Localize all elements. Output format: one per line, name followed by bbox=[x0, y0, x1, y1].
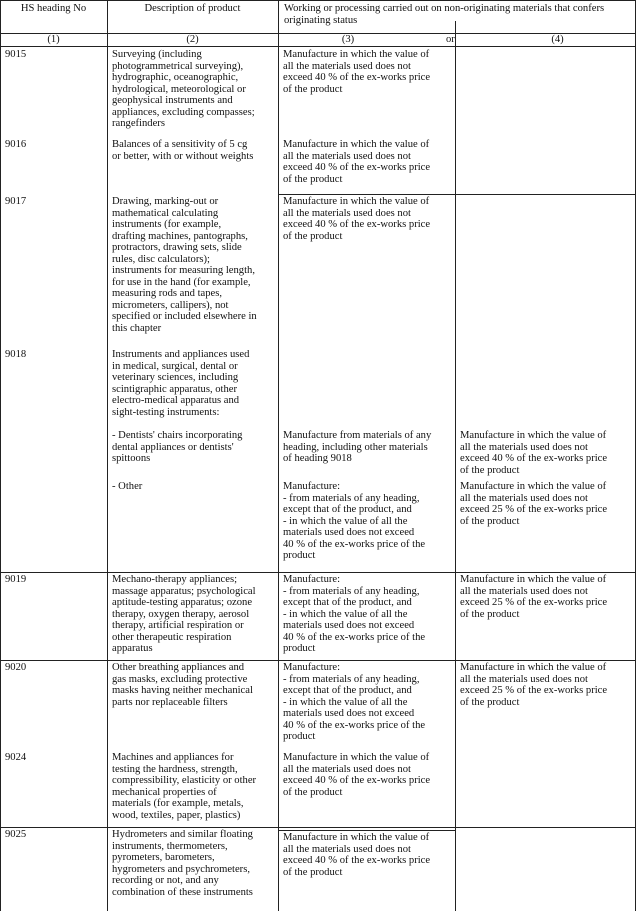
product-description: Machines and appliances for testing the hardness, strength, compressibility, elasticity or other mechanical properties of materials (for example, metals, wood, textiles, paper, plastics) bbox=[112, 752, 257, 821]
hs-code: 9018 bbox=[5, 349, 27, 360]
column-divider bbox=[455, 21, 456, 911]
column-number-4: (4) bbox=[551, 34, 564, 45]
header-working-processing: Working or processing carried out on non-originating materials that confers originating status bbox=[284, 3, 605, 26]
processing-rule: Manufacture: - from materials of any heading, except that of the product, and - in which the value of all the materials used does not exceed 40 % of the ex-works price of the product bbox=[283, 481, 426, 561]
column-divider bbox=[107, 0, 108, 911]
product-description: Drawing, marking-out or mathematical calculating instruments (for example, drafting machines, pantographs, protractors, drawing sets, slide rules, disc calculators); instruments for measuring length, for use in the hand (for example, measuring rods and tapes, micrometers, callipers), not specified or included elsewhere in this chapter bbox=[112, 196, 257, 334]
header-hs-heading: HS heading No bbox=[20, 3, 87, 14]
column-number-2: (2) bbox=[186, 34, 199, 45]
cell-divider bbox=[278, 194, 636, 195]
product-description: Other breathing appliances and gas masks, excluding protective masks having neither mechanical parts nor replaceable filters bbox=[112, 662, 253, 708]
column-or-label: or bbox=[446, 34, 455, 45]
processing-rule: Manufacture in which the value of all the materials used does not exceed 40 % of the ex-works price of the product bbox=[283, 752, 431, 798]
product-description: Hydrometers and similar floating instruments, thermometers, pyrometers, barometers, hygrometers and psychrometers, recording or not, and any combination of these instruments bbox=[112, 829, 253, 898]
row-divider bbox=[0, 660, 636, 661]
alternative-rule: Manufacture in which the value of all the materials used does not exceed 25 % of the ex-works price of the product bbox=[460, 662, 608, 708]
processing-rule: Manufacture in which the value of all the materials used does not exceed 40 % of the ex-works price of the product bbox=[283, 832, 431, 878]
product-description: Surveying (including photogrammetrical surveying), hydrographic, oceanographic, hydrological, meteorological or geophysical instruments and appliances, excluding compasses; rangefinders bbox=[112, 49, 255, 129]
hs-code: 9016 bbox=[5, 139, 27, 150]
table-border-left bbox=[0, 0, 1, 911]
hs-code: 9025 bbox=[5, 829, 27, 840]
processing-rule: Manufacture from materials of any heading, including other materials of heading 9018 bbox=[283, 430, 432, 464]
product-description: Mechano-therapy appliances; massage apparatus; psychological aptitude-testing apparatus; ozone therapy, oxygen therapy, aerosol therapy, artificial respiration or other therapeutic respiration apparatus bbox=[112, 574, 256, 654]
alternative-rule: Manufacture in which the value of all the materials used does not exceed 40 % of the ex-works price of the product bbox=[460, 430, 608, 476]
table-border-top bbox=[0, 0, 636, 1]
processing-rule: Manufacture: - from materials of any heading, except that of the product, and - in which the value of all the materials used does not exceed 40 % of the ex-works price of the product bbox=[283, 662, 426, 742]
product-description: - Dentists' chairs incorporating dental appliances or dentists' spittoons bbox=[112, 430, 243, 464]
cell-divider bbox=[278, 830, 456, 831]
processing-rule: Manufacture in which the value of all the materials used does not exceed 40 % of the ex-works price of the product bbox=[283, 139, 431, 185]
processing-rule: Manufacture in which the value of all the materials used does not exceed 40 % of the ex-works price of the product bbox=[283, 196, 431, 242]
hs-code: 9019 bbox=[5, 574, 27, 585]
column-number-3: (3) bbox=[341, 34, 355, 45]
processing-rule: Manufacture: - from materials of any heading, except that of the product, and - in which the value of all the materials used does not exceed 40 % of the ex-works price of the product bbox=[283, 574, 426, 654]
alternative-rule: Manufacture in which the value of all the materials used does not exceed 25 % of the ex-works price of the product bbox=[460, 574, 608, 620]
alternative-rule: Manufacture in which the value of all the materials used does not exceed 25 % of the ex-works price of the product bbox=[460, 481, 608, 527]
product-description: Balances of a sensitivity of 5 cg or better, with or without weights bbox=[112, 139, 254, 162]
processing-rule: Manufacture in which the value of all the materials used does not exceed 40 % of the ex-works price of the product bbox=[283, 49, 431, 95]
hs-code: 9020 bbox=[5, 662, 27, 673]
header-divider bbox=[0, 46, 636, 47]
hs-code: 9024 bbox=[5, 752, 27, 763]
product-description: Instruments and appliances used in medical, surgical, dental or veterinary sciences, including scintigraphic apparatus, other electro-medical apparatus and sight-testing instruments: bbox=[112, 349, 250, 418]
column-number-1: (1) bbox=[47, 34, 60, 45]
header-description: Description of product bbox=[144, 3, 241, 14]
row-divider bbox=[0, 827, 636, 828]
hs-code: 9017 bbox=[5, 196, 27, 207]
column-divider bbox=[278, 0, 279, 911]
product-description: - Other bbox=[112, 481, 143, 492]
row-divider bbox=[0, 572, 636, 573]
hs-code: 9015 bbox=[5, 49, 27, 60]
